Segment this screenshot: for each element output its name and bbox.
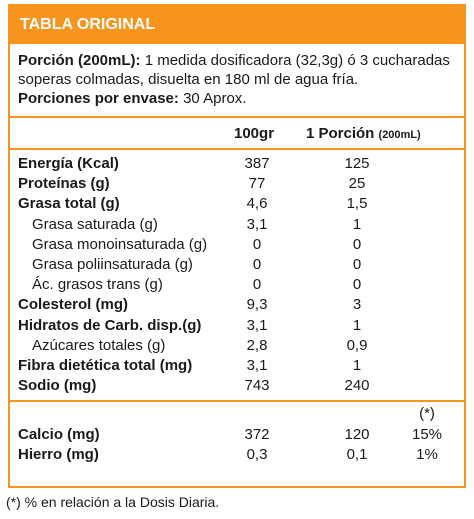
value-portion: 3: [352, 296, 362, 314]
serving-info: [10, 44, 464, 118]
nutrient-label: Proteínas (g): [18, 175, 110, 193]
portion-line: [18, 51, 456, 89]
servings-text: 30 Aprox.: [178, 90, 247, 107]
table-row: [10, 376, 464, 396]
nutrient-label: Hidratos de Carb. disp.(g): [18, 316, 202, 334]
servings-line: [18, 89, 456, 108]
value-100g: 4,6: [246, 195, 268, 213]
value-portion: 120: [344, 425, 370, 443]
value-dd-percent: 15%: [411, 425, 443, 443]
value-100g: 9,3: [246, 296, 268, 314]
section-divider: [10, 400, 464, 402]
col-header-portion-unit: (200mL): [378, 129, 421, 141]
dd-header: (*): [419, 405, 435, 423]
value-100g: 0,3: [246, 445, 268, 463]
table-row: [10, 356, 464, 376]
value-100g: 0: [252, 276, 262, 294]
nutrient-label: Grasa poliinsaturada (g): [32, 256, 193, 273]
value-100g: 0: [252, 256, 262, 273]
value-portion: 1,5: [346, 195, 368, 213]
value-100g: 2,8: [246, 336, 268, 354]
table-row: [10, 275, 464, 295]
table-row: [10, 425, 464, 445]
value-portion: 125: [344, 155, 370, 172]
column-headers: [10, 118, 464, 150]
nutrient-label: Sodio (mg): [18, 377, 97, 395]
table-row: [10, 295, 464, 315]
table-row: [10, 445, 464, 465]
col-header-portion-label: 1 Porción: [306, 125, 375, 142]
table-row: [10, 194, 464, 214]
value-100g: 372: [244, 425, 270, 443]
table-row: [10, 235, 464, 255]
mineral-label: Hierro (mg): [18, 445, 99, 463]
servings-label: Porciones por envase:: [18, 90, 179, 107]
table-row: [10, 316, 464, 336]
value-100g: 387: [244, 155, 270, 172]
value-100g: 77: [248, 175, 266, 193]
value-portion: 0,9: [346, 336, 368, 354]
portion-text: 1 medida dosificadora (32,3g) ó 3 cucharadas soperas colmadas, disuelta en 180 ml de agua fría.: [18, 52, 450, 88]
table-row: [10, 255, 464, 275]
table-row: [10, 336, 464, 356]
nutrient-label: Ác. grasos trans (g): [32, 276, 163, 294]
value-portion: 0: [352, 235, 362, 253]
panel-title: TABLA ORIGINAL: [10, 6, 464, 44]
table-row: [10, 174, 464, 194]
portion-label: Porción (200mL):: [18, 52, 141, 69]
value-100g: 3,1: [246, 215, 268, 233]
col-header-100g: 100gr: [234, 125, 275, 142]
value-100g: 3,1: [246, 316, 268, 334]
value-100g: 0: [252, 235, 262, 253]
nutrient-label: Fibra dietética total (mg): [18, 357, 193, 374]
nutrient-label: Energía (Kcal): [18, 155, 119, 172]
value-dd-percent: 1%: [416, 445, 438, 463]
value-portion: 0: [352, 276, 362, 294]
nutrient-label: Grasa total (g): [18, 195, 120, 213]
value-portion: 240: [344, 377, 370, 395]
nutrition-panel: [8, 4, 466, 488]
value-portion: 1: [352, 316, 362, 334]
footnote: (*) % en relación a la Dosis Diaria.: [6, 494, 220, 510]
value-portion: 0: [352, 256, 362, 273]
table-row: [10, 154, 464, 174]
col-header-portion: [306, 125, 421, 142]
dd-header-row: [10, 404, 464, 424]
value-portion: 1: [352, 215, 362, 233]
nutrient-label: Grasa saturada (g): [32, 215, 158, 233]
table-row: [10, 215, 464, 235]
mineral-label: Calcio (mg): [18, 425, 100, 443]
value-portion: 1: [352, 357, 362, 374]
nutrient-label: Colesterol (mg): [18, 296, 129, 314]
value-portion: 25: [348, 175, 366, 193]
nutrient-label: Azúcares totales (g): [32, 336, 166, 354]
nutrient-label: Grasa monoinsaturada (g): [32, 235, 208, 253]
value-100g: 743: [244, 377, 270, 395]
value-portion: 0,1: [346, 445, 368, 463]
value-100g: 3,1: [246, 357, 268, 374]
